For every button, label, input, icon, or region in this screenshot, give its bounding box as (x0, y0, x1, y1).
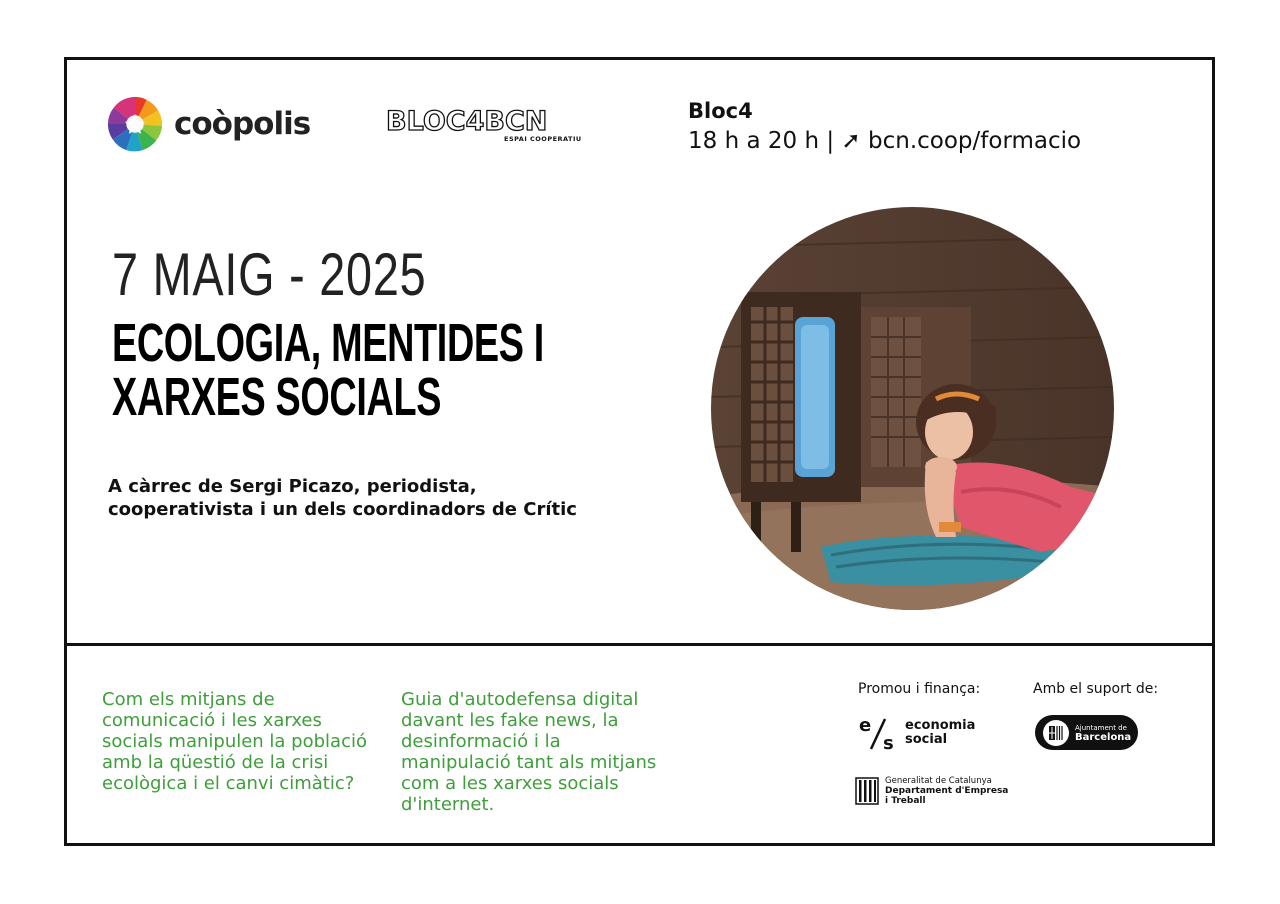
es-line2: social (905, 732, 948, 747)
promou-label: Promou i finança: (858, 681, 981, 697)
generalitat-logo (855, 776, 1008, 806)
arrow-icon: ➚ (841, 128, 861, 154)
es-slash-icon (857, 715, 897, 751)
gen-line2: Departament d'Empresa (885, 786, 1009, 796)
description-column-2: Guia d'autodefensa digital davant les fake news, la desinformació i la manipulació tant als mitjans com a les xarxes socials d'internet. (401, 689, 657, 815)
coopolis-logo (106, 95, 310, 153)
event-speaker (108, 475, 668, 521)
generalitat-shield-icon (855, 777, 879, 805)
coopolis-flower-icon (106, 95, 164, 153)
event-schedule: 18 h a 20 h | (688, 128, 835, 154)
event-title-line2: XARXES SOCIALS (112, 367, 442, 427)
description-column-1: Com els mitjans de comunicació i les xarxes socials manipulen la població amb la qüestió de la crisi ecològica i el canvi cimàtic? (102, 689, 367, 794)
event-date: 7 MAIG - 2025 (112, 241, 427, 308)
photo-illustration (711, 207, 1114, 610)
gen-line1: Generalitat de Catalunya (885, 776, 992, 786)
coopolis-wordmark: coòpolis (174, 106, 311, 142)
ajuntament-barcelona-logo (1035, 715, 1138, 750)
generalitat-text (885, 776, 1008, 806)
event-title (112, 313, 544, 427)
event-schedule-line (688, 125, 1081, 157)
svg-text:e: e (859, 715, 872, 736)
retro-tv-photo (711, 207, 1114, 610)
svg-text:s: s (883, 733, 894, 751)
bcn-line1: Ajuntament de (1075, 723, 1127, 732)
speaker-line2: cooperativista i un dels coordinadors de Crític (108, 499, 577, 520)
es-line1: economia (905, 718, 976, 733)
barcelona-text (1075, 723, 1131, 743)
bloc4bcn-logo (386, 106, 582, 143)
suport-label: Amb el suport de: (1033, 681, 1159, 697)
section-divider (64, 643, 1215, 646)
economia-social-logo (857, 715, 975, 751)
economia-social-text (905, 719, 975, 747)
bcn-line2: Barcelona (1075, 731, 1132, 743)
barcelona-shield-icon (1041, 718, 1071, 748)
bloc4bcn-wordmark: BLOC4BCN (386, 106, 548, 137)
event-link[interactable]: bcn.coop/formacio (868, 128, 1082, 154)
event-title-line1: ECOLOGIA, MENTIDES I (112, 313, 544, 373)
gen-line3: i Treball (885, 796, 926, 806)
bloc4bcn-subtitle: ESPAI COOPERATIU (504, 135, 582, 143)
speaker-line1: A càrrec de Sergi Picazo, periodista, (108, 476, 477, 497)
event-place: Bloc4 (688, 99, 753, 123)
event-info (688, 97, 1081, 157)
